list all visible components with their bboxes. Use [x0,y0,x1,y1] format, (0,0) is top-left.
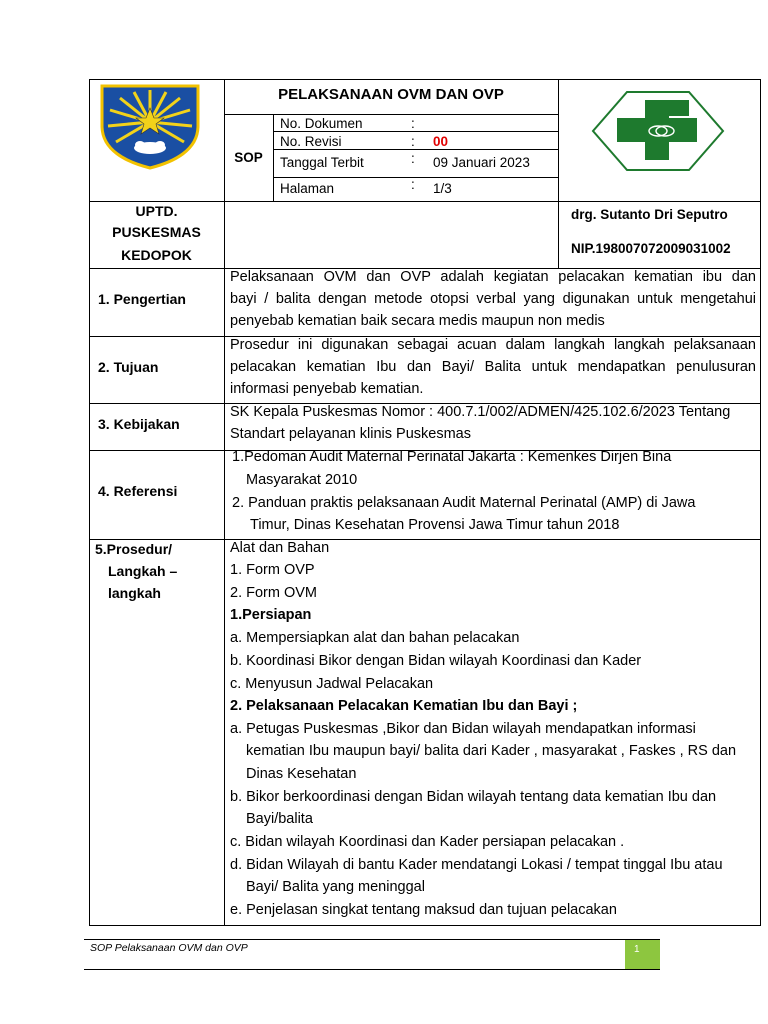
meta-label-halaman: Halaman [280,181,335,196]
text-line: 1.Pedoman Audit Maternal Perinatal Jakarta : Kemenkes Dirjen Bina [232,449,672,465]
text-line: d. Bidan Wilayah di bantu Kader mendatangi Lokasi / tempat tinggal Ibu atau [230,857,723,873]
meta-sep: : [411,177,415,192]
text-line: Bayi/balita [246,811,313,827]
text-line: a. Petugas Puskesmas ,Bikor dan Bidan wilayah mendapatkan informasi [230,721,696,737]
document-title: PELAKSANAAN OVM DAN OVP [278,86,504,103]
sop-label: SOP [234,150,263,165]
signer-nip: NIP.198007072009031002 [571,241,731,256]
text-line: pelacakan kematian Ibu dan Bayi/ Balita untuk mendapatkan penulusuran [230,359,756,375]
meta-label-terbit: Tanggal Terbit [280,155,364,170]
puskesmas-logo [591,90,725,172]
text-line: 2. Panduan praktis pelaksanaan Audit Maternal Perinatal (AMP) di Jawa [232,495,696,511]
footer-doc-name: SOP Pelaksanaan OVM dan OVP [90,942,248,954]
meta-label-revisi: No. Revisi [280,134,342,149]
text-line: Masyarakat 2010 [246,472,358,488]
org-name-line-2: PUSKESMAS [112,224,201,240]
meta-value-halaman: 1/3 [433,181,452,196]
subheading-persiapan: 1.Persiapan [230,607,312,623]
text-line: Bayi/ Balita yang meninggal [246,879,425,895]
signer-name: drg. Sutanto Dri Seputro [571,207,728,222]
text-line: c. Menyusun Jadwal Pelacakan [230,676,434,692]
text-line: Prosedur ini digunakan sebagai acuan dalam langkah langkah pelaksanaan [230,337,756,353]
text-line: 2. Form OVM [230,585,318,601]
text-line: Standart pelayanan klinis Puskesmas [230,426,471,442]
text-line: penyebab kematian baik secara medis maupun non medis [230,313,605,329]
org-name-line-3: KEDOPOK [121,247,192,263]
section-label-tujuan: 2. Tujuan [98,359,159,375]
page-number-badge [625,940,660,969]
text-line: kematian Ibu maupun bayi/ balita dari Kader , masyarakat , Faskes , RS dan [246,743,737,759]
page-number: 1 [634,944,640,955]
text-line: SK Kepala Puskesmas Nomor : 400.7.1/002/ADMEN/425.102.6/2023 Tentang [230,404,731,420]
section-label-kebijakan: 3. Kebijakan [98,416,180,432]
text-line: b. Koordinasi Bikor dengan Bidan wilayah Koordinasi dan Kader [230,653,642,669]
regional-emblem-logo [98,82,202,170]
text-line: Pelaksanaan OVM dan OVP adalah kegiatan pelacakan kematian ibu dan [230,269,756,285]
text-line: c. Bidan wilayah Koordinasi dan Kader persiapan pelacakan . [230,834,625,850]
section-label-prosedur-3: langkah [108,585,161,601]
meta-sep: : [411,134,415,149]
meta-value-revisi: 00 [433,134,449,149]
section-label-prosedur-1: 5.Prosedur/ [95,541,173,557]
meta-sep: : [411,116,415,131]
text-line: b. Bikor berkoordinasi dengan Bidan wilayah tentang data kematian Ibu dan [230,789,717,805]
section-label-referensi: 4. Referensi [98,483,178,499]
text-line: e. Penjelasan singkat tentang maksud dan tujuan pelacakan [230,902,617,918]
meta-label-dokumen: No. Dokumen [280,116,363,131]
text-line: Timur, Dinas Kesehatan Provensi Jawa Timur tahun 2018 [250,517,620,533]
text-line: Alat dan Bahan [230,540,330,556]
subheading-pelaksanaan: 2. Pelaksanaan Pelacakan Kematian Ibu dan Bayi ; [230,698,578,714]
text-line: Dinas Kesehatan [246,766,357,782]
text-line: bayi / balita dengan metode otopsi verbal yang digunakan untuk mengetahui [230,291,756,307]
meta-value-terbit: 09 Januari 2023 [433,155,530,170]
org-name-line-1: UPTD. [135,203,178,219]
meta-sep: : [411,151,415,166]
text-line: 1. Form OVP [230,562,315,578]
text-line: a. Mempersiapkan alat dan bahan pelacakan [230,630,520,646]
section-label-prosedur-2: Langkah – [108,563,178,579]
section-label-pengertian: 1. Pengertian [98,291,186,307]
text-line: informasi penyebab kematian. [230,381,424,397]
